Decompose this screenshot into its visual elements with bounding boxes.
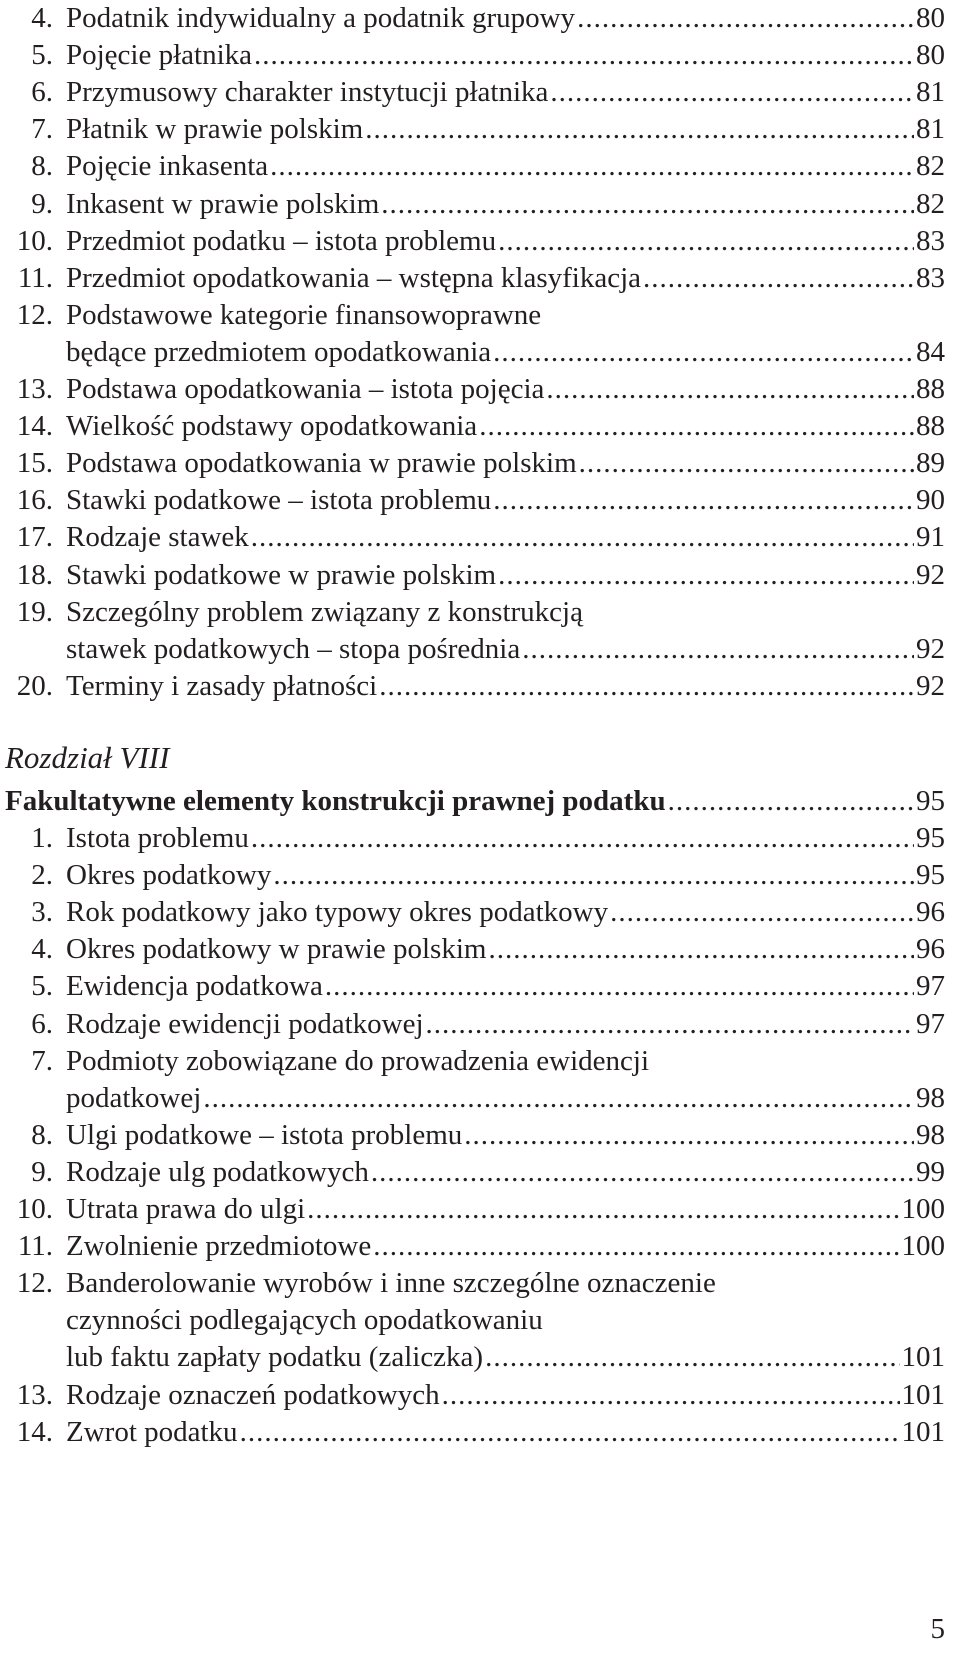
entry-page-number: 83 xyxy=(916,261,945,294)
toc-entry[interactable] xyxy=(0,482,960,519)
entry-number: 18. xyxy=(16,558,53,591)
entry-leader-line xyxy=(66,186,945,222)
entry-leader-line xyxy=(66,445,945,481)
toc-entry[interactable] xyxy=(0,37,960,74)
entry-number: 10. xyxy=(16,224,53,257)
toc-entry[interactable] xyxy=(0,1117,960,1154)
entry-number: 5. xyxy=(31,39,53,72)
entry-leader-line xyxy=(66,668,945,704)
entry-page-number: 99 xyxy=(916,1155,945,1188)
entry-number: 14. xyxy=(16,410,53,443)
toc-entry[interactable] xyxy=(0,1228,960,1265)
entry-page-number: 90 xyxy=(916,484,945,517)
entry-number: 4. xyxy=(31,933,53,966)
entry-number: 12. xyxy=(16,1267,53,1300)
entry-title: Płatnik w prawie polskim xyxy=(66,113,364,146)
entry-page-number: 84 xyxy=(916,335,945,368)
entry-number: 19. xyxy=(16,595,53,628)
toc-entry[interactable] xyxy=(0,1414,960,1451)
entry-number: 3. xyxy=(31,896,53,929)
dot-leader xyxy=(325,968,914,1004)
toc-entry[interactable] xyxy=(0,260,960,297)
entry-leader-line xyxy=(66,371,945,407)
entry-leader-line xyxy=(66,894,945,930)
entry-title: Przedmiot podatku – istota problemu xyxy=(66,224,497,257)
dot-leader xyxy=(442,1377,900,1413)
entry-title: Ewidencja podatkowa xyxy=(66,970,323,1003)
dot-leader xyxy=(577,0,914,36)
entry-page-number: 97 xyxy=(916,970,945,1003)
entry-leader-line xyxy=(66,857,945,893)
entry-page-number: 89 xyxy=(916,447,945,480)
entry-leader-line xyxy=(66,111,945,147)
entry-title-line: Podstawowe kategorie finansowoprawne xyxy=(66,298,542,331)
entry-page-number: 92 xyxy=(916,669,945,702)
dot-leader xyxy=(307,1191,899,1227)
toc-entry[interactable] xyxy=(0,968,960,1005)
dot-leader xyxy=(493,482,914,518)
entry-title: podatkowej xyxy=(66,1081,202,1114)
page-number: 5 xyxy=(930,1613,945,1645)
entry-number: 13. xyxy=(16,373,53,405)
entry-title-line: Podmioty zobowiązane do prowadzenia ewidencji xyxy=(66,1044,650,1077)
entry-title: Przedmiot opodatkowania – wstępna klasyfikacja xyxy=(66,261,642,294)
dot-leader xyxy=(273,857,914,893)
entry-page-number: 81 xyxy=(916,76,945,109)
entry-page-number: 97 xyxy=(916,1007,945,1040)
dot-leader xyxy=(546,371,914,407)
dot-leader xyxy=(493,334,914,370)
entry-title: Stawki podatkowe w prawie polskim xyxy=(66,558,497,591)
entry-number: 16. xyxy=(16,484,53,517)
dot-leader xyxy=(479,408,914,444)
chapter-page-number: 95 xyxy=(916,784,945,817)
entry-leader-line xyxy=(66,1154,945,1190)
toc-entry[interactable] xyxy=(0,0,960,37)
entry-title: Istota problemu xyxy=(66,822,249,854)
dot-leader xyxy=(498,557,914,593)
toc-entry[interactable] xyxy=(0,857,960,894)
entry-number: 7. xyxy=(31,1044,53,1077)
dot-leader xyxy=(203,1080,914,1116)
toc-entry[interactable] xyxy=(0,1154,960,1191)
entry-page-number: 95 xyxy=(916,859,945,892)
toc-entry[interactable] xyxy=(0,668,960,705)
dot-leader xyxy=(579,445,914,481)
entry-title: będące przedmiotem opodatkowania xyxy=(66,335,492,368)
entry-page-number: 81 xyxy=(916,113,945,146)
entry-title: Wielkość podstawy opodatkowania xyxy=(66,410,478,443)
entry-page-number: 83 xyxy=(916,224,945,257)
toc-entry[interactable] xyxy=(0,1191,960,1228)
entry-page-number: 88 xyxy=(916,373,945,405)
entry-title: Stawki podatkowe – istota problemu xyxy=(66,484,492,517)
entry-page-number: 91 xyxy=(916,521,945,554)
toc-entry[interactable] xyxy=(0,820,960,857)
entry-page-number: 96 xyxy=(916,896,945,929)
entry-leader-line xyxy=(66,1339,945,1375)
entry-page-number: 80 xyxy=(916,39,945,72)
entry-title: Rodzaje stawek xyxy=(66,521,249,554)
dot-leader xyxy=(426,1006,914,1042)
toc-entry[interactable] xyxy=(0,519,960,556)
entry-title: Terminy i zasady płatności xyxy=(66,669,378,702)
dot-leader xyxy=(379,668,914,704)
entry-leader-line xyxy=(66,1117,945,1153)
toc-entry[interactable] xyxy=(0,111,960,148)
toc-entry[interactable] xyxy=(0,931,960,968)
dot-leader xyxy=(240,1414,900,1450)
toc-entry[interactable] xyxy=(0,74,960,111)
entry-number: 4. xyxy=(31,2,53,34)
entry-page-number: 96 xyxy=(916,933,945,966)
dot-leader xyxy=(251,519,914,555)
entry-number: 10. xyxy=(16,1193,53,1225)
entry-page-number: 101 xyxy=(901,1341,945,1374)
entry-number: 9. xyxy=(31,1155,53,1188)
toc-entry[interactable] xyxy=(0,445,960,482)
entry-leader-line xyxy=(66,37,945,73)
toc-entry[interactable] xyxy=(0,894,960,931)
entry-leader-line xyxy=(66,260,945,296)
entry-leader-line xyxy=(66,1377,945,1413)
entry-leader-line xyxy=(66,482,945,518)
entry-title: Ulgi podatkowe – istota problemu xyxy=(66,1118,463,1151)
entry-leader-line xyxy=(66,0,945,36)
entry-number: 13. xyxy=(16,1378,53,1411)
entry-number: 11. xyxy=(17,261,53,294)
entry-leader-line xyxy=(66,931,945,967)
dot-leader xyxy=(464,1117,914,1153)
entry-leader-line xyxy=(66,148,945,184)
entry-title: lub faktu zapłaty podatku (zaliczka) xyxy=(66,1341,484,1374)
toc-entry[interactable] xyxy=(0,297,960,371)
entry-title: Okres podatkowy w prawie polskim xyxy=(66,933,487,966)
dot-leader xyxy=(643,260,914,296)
entry-title: Zwrot podatku xyxy=(66,1415,238,1448)
dot-leader xyxy=(373,1228,899,1264)
entry-number: 6. xyxy=(31,76,53,109)
chapter-label: Rozdział VIII xyxy=(5,739,170,775)
toc-entry[interactable] xyxy=(0,371,960,408)
dot-leader xyxy=(610,894,914,930)
entry-leader-line xyxy=(66,1414,945,1450)
entry-number: 20. xyxy=(16,669,53,702)
dot-leader xyxy=(381,186,914,222)
dot-leader xyxy=(488,931,914,967)
toc-entry[interactable] xyxy=(0,594,960,668)
entry-leader-line xyxy=(66,631,945,667)
chapter-title[interactable] xyxy=(0,783,960,820)
entry-title: Podatnik indywidualny a podatnik grupowy xyxy=(66,2,576,34)
entry-page-number: 98 xyxy=(916,1118,945,1151)
entry-leader-line xyxy=(66,557,945,593)
dot-leader xyxy=(522,631,914,667)
entry-number: 6. xyxy=(31,1007,53,1040)
dot-leader xyxy=(254,37,914,73)
entry-number: 14. xyxy=(16,1415,53,1448)
entry-page-number: 88 xyxy=(916,410,945,443)
dot-leader xyxy=(371,1154,914,1190)
entry-number: 12. xyxy=(16,298,53,331)
entry-page-number: 101 xyxy=(901,1415,945,1448)
entry-leader-line xyxy=(66,74,945,110)
entry-leader-line xyxy=(66,408,945,444)
entry-title: Przymusowy charakter instytucji płatnika xyxy=(66,76,549,109)
toc-entry[interactable] xyxy=(0,223,960,260)
entry-title: Rodzaje ewidencji podatkowej xyxy=(66,1007,424,1040)
entry-title: Rodzaje ulg podatkowych xyxy=(66,1155,369,1188)
entry-page-number: 80 xyxy=(916,2,945,34)
entry-number: 7. xyxy=(31,113,53,146)
entry-number: 11. xyxy=(17,1230,53,1263)
entry-page-number: 82 xyxy=(916,150,945,183)
toc-entry[interactable] xyxy=(0,1006,960,1043)
toc-entry[interactable] xyxy=(0,557,960,594)
entry-page-number: 98 xyxy=(916,1081,945,1114)
entry-leader-line xyxy=(66,1191,945,1227)
entry-number: 17. xyxy=(16,521,53,554)
entry-title: Rok podatkowy jako typowy okres podatkowy xyxy=(66,896,609,929)
entry-page-number: 100 xyxy=(901,1193,945,1225)
entry-title: Podstawa opodatkowania w prawie polskim xyxy=(66,447,577,480)
entry-number: 15. xyxy=(16,447,53,480)
entry-title: Pojęcie płatnika xyxy=(66,39,253,72)
toc-entry[interactable] xyxy=(0,1265,960,1376)
entry-page-number: 92 xyxy=(916,558,945,591)
entry-number: 1. xyxy=(31,822,53,854)
entry-number: 8. xyxy=(31,150,53,183)
entry-title-line: Banderolowanie wyrobów i inne szczególne oznaczenie xyxy=(66,1267,716,1300)
entry-number: 5. xyxy=(31,970,53,1003)
entry-title: Rodzaje oznaczeń podatkowych xyxy=(66,1378,440,1411)
entry-number: 8. xyxy=(31,1118,53,1151)
dot-leader xyxy=(498,223,914,259)
dot-leader xyxy=(270,148,914,184)
entry-leader-line xyxy=(66,519,945,555)
entry-leader-line xyxy=(66,1080,945,1116)
dot-leader xyxy=(251,820,914,856)
entry-page-number: 101 xyxy=(901,1378,945,1411)
entry-page-number: 82 xyxy=(916,187,945,220)
entry-number: 2. xyxy=(31,859,53,892)
dot-leader xyxy=(668,783,914,819)
entry-number: 9. xyxy=(31,187,53,220)
entry-title: Inkasent w prawie polskim xyxy=(66,187,380,220)
entry-leader-line xyxy=(66,1228,945,1264)
entry-title: Okres podatkowy xyxy=(66,859,272,892)
entry-leader-line xyxy=(66,334,945,370)
chapter-title-line xyxy=(5,783,945,819)
toc-entry[interactable] xyxy=(0,148,960,185)
entry-title: Pojęcie inkasenta xyxy=(66,150,269,183)
entry-title: Zwolnienie przedmiotowe xyxy=(66,1230,372,1263)
entry-title: Utrata prawa do ulgi xyxy=(66,1193,306,1225)
dot-leader xyxy=(365,111,914,147)
entry-leader-line xyxy=(66,1006,945,1042)
entry-page-number: 92 xyxy=(916,632,945,665)
toc-entry[interactable] xyxy=(0,1043,960,1117)
dot-leader xyxy=(485,1339,899,1375)
chapter-title-text: Fakultatywne elementy konstrukcji prawnej podatku xyxy=(5,784,666,817)
entry-page-number: 100 xyxy=(901,1230,945,1263)
entry-leader-line xyxy=(66,968,945,1004)
dot-leader xyxy=(550,74,914,110)
entry-leader-line xyxy=(66,223,945,259)
entry-title-line: czynności podlegających opodatkowaniu xyxy=(66,1304,543,1337)
toc-entry[interactable] xyxy=(0,408,960,445)
entry-title-line: Szczególny problem związany z konstrukcją xyxy=(66,595,583,628)
entry-title: Podstawa opodatkowania – istota pojęcia xyxy=(66,373,545,405)
entry-leader-line xyxy=(66,820,945,856)
toc-entry[interactable] xyxy=(0,186,960,223)
entry-title: stawek podatkowych – stopa pośrednia xyxy=(66,632,521,665)
entry-page-number: 95 xyxy=(916,822,945,854)
toc-entry[interactable] xyxy=(0,1377,960,1414)
